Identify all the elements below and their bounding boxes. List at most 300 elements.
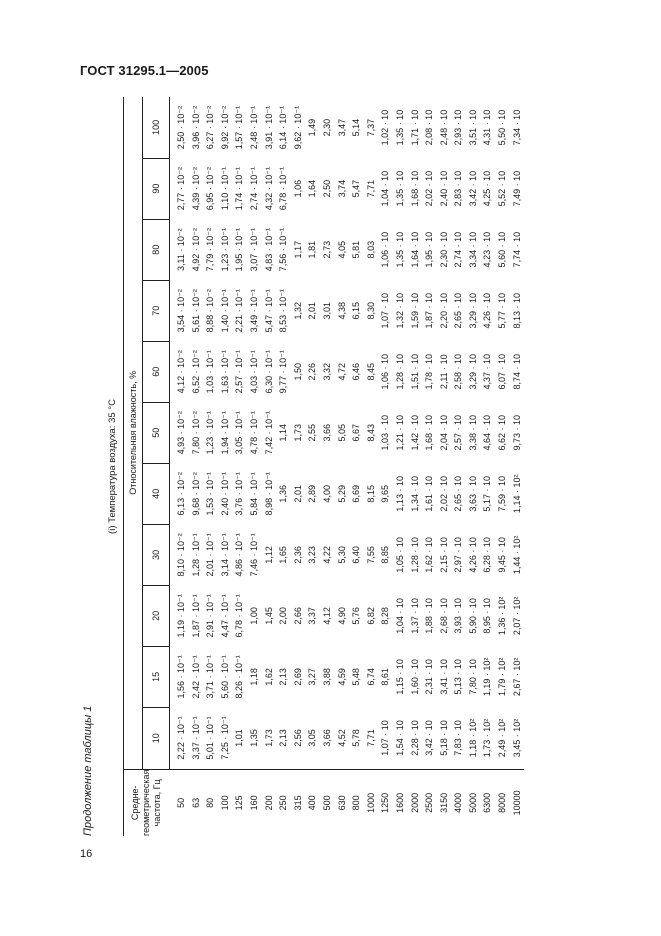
attenuation-cell: 1,95 · 10⁻¹ — [234, 228, 245, 272]
attenuation-cell: 4,25 · 10 — [482, 170, 493, 207]
attenuation-cell: 3,93 · 10 — [453, 598, 464, 634]
humidity-value-header: 10 — [143, 707, 170, 769]
attenuation-cell: 4,83 · 10⁻¹ — [263, 228, 274, 272]
attenuation-cell: 1,01 — [234, 729, 245, 747]
frequency-cell: 10000 — [510, 769, 525, 836]
frequency-cell: 315 — [291, 769, 306, 836]
attenuation-cell: 2,67 · 10² — [511, 657, 522, 697]
attenuation-cell: 6,82 — [365, 607, 376, 625]
attenuation-cell: 1,73 · 10² — [482, 718, 493, 758]
attenuation-cell: 3,29 · 10 — [467, 292, 478, 329]
attenuation-cell: 3,76 · 10⁻¹ — [234, 472, 245, 516]
frequency-cell: 1600 — [393, 769, 408, 836]
attenuation-cell: 1,37 · 10 — [409, 598, 420, 634]
attenuation-cell: 2,42 · 10⁻¹ — [190, 655, 201, 699]
attenuation-cell: 7,79 · 10⁻² — [205, 228, 216, 272]
attenuation-cell: 1,28 · 10 — [409, 537, 420, 573]
frequency-cell: 50 — [170, 769, 189, 836]
table-row — [364, 97, 379, 836]
attenuation-cell: 1,06 — [292, 179, 303, 198]
attenuation-cell: 1,06 · 10 — [380, 231, 391, 268]
attenuation-cell: 1,63 · 10⁻¹ — [219, 350, 230, 394]
attenuation-cell: 3,37 — [307, 607, 318, 625]
attenuation-cell: 6,13 · 10⁻² — [176, 472, 186, 516]
attenuation-cell: 5,47 — [351, 179, 362, 198]
attenuation-cell: 1,28 · 10 — [394, 353, 405, 390]
attenuation-cell: 2,49 · 10² — [497, 718, 508, 758]
table-row — [451, 97, 466, 836]
attenuation-cell: 7,25 · 10⁻¹ — [219, 716, 230, 760]
attenuation-cell: 8,03 — [365, 240, 376, 259]
table-row — [408, 97, 423, 836]
attenuation-cell: 8,43 — [365, 424, 376, 442]
humidity-value-header: 50 — [143, 402, 170, 463]
attenuation-cell: 2,50 — [321, 179, 332, 198]
attenuation-cell: 3,63 · 10 — [467, 476, 478, 512]
humidity-value-header: 30 — [143, 524, 170, 585]
attenuation-cell: 5,50 · 10 — [497, 109, 508, 146]
attenuation-cell: 3,05 · 10⁻¹ — [234, 411, 245, 455]
attenuation-cell: 5,14 — [351, 118, 362, 137]
attenuation-cell: 2,77 · 10⁻² — [176, 167, 186, 211]
frequency-cell: 160 — [247, 769, 262, 836]
attenuation-cell: 2,08 · 10 — [424, 109, 435, 146]
attenuation-cell: 2,69 — [292, 668, 303, 686]
attenuation-cell: 3,47 — [336, 118, 347, 137]
attenuation-cell: 1,34 · 10 — [409, 476, 420, 512]
frequency-cell: 2500 — [422, 769, 437, 836]
document-header: ГОСТ 31295.1—2005 — [80, 63, 209, 78]
attenuation-cell: 4,31 · 10 — [482, 109, 493, 146]
table-row — [335, 97, 350, 836]
frequency-cell: 2000 — [408, 769, 423, 836]
attenuation-cell: 7,56 · 10⁻¹ — [278, 228, 289, 272]
attenuation-cell: 1,05 · 10 — [394, 537, 405, 573]
attenuation-cell: 1,04 · 10 — [394, 598, 405, 634]
table-row — [247, 97, 262, 836]
attenuation-cell: 5,30 — [336, 546, 347, 564]
table-row — [189, 97, 204, 836]
attenuation-cell: 6,30 · 10⁻¹ — [263, 350, 274, 394]
attenuation-cell: 2,56 — [292, 729, 303, 747]
attenuation-cell: 1,19 · 10⁻¹ — [176, 594, 186, 638]
attenuation-cell: 9,62 · 10⁻¹ — [292, 105, 303, 150]
frequency-header-line-2: геометрическая — [141, 769, 152, 836]
attenuation-cell: 1,14 · 10² — [511, 474, 522, 514]
attenuation-cell: 1,35 · 10 — [394, 109, 405, 146]
attenuation-cell: 3,42 · 10 — [467, 170, 478, 207]
frequency-cell: 630 — [335, 769, 350, 836]
frequency-cell: 3150 — [437, 769, 452, 836]
attenuation-cell: 1,44 · 10² — [511, 535, 522, 575]
attenuation-cell: 4,22 — [321, 546, 332, 564]
frequency-cell: 1250 — [378, 769, 393, 836]
attenuation-cell: 4,05 — [336, 240, 347, 259]
attenuation-cell: 3,23 — [307, 546, 318, 564]
attenuation-cell: 7,80 · 10 — [467, 659, 478, 695]
attenuation-cell: 2,83 · 10 — [453, 170, 464, 207]
attenuation-cell: 3,05 — [307, 729, 318, 747]
frequency-header-line-3: частота, Гц — [152, 779, 163, 827]
attenuation-cell: 1,62 — [263, 668, 274, 686]
attenuation-cell: 1,15 · 10 — [394, 659, 405, 695]
attenuation-cell: 3,41 · 10 — [438, 659, 449, 695]
attenuation-cell: 5,13 · 10 — [453, 659, 464, 695]
humidity-value-header: 20 — [143, 585, 170, 646]
attenuation-cell: 2,93 · 10 — [453, 109, 464, 146]
attenuation-cell: 1,18 · 10² — [467, 718, 478, 758]
attenuation-cell: 4,12 — [321, 607, 332, 625]
frequency-cell: 125 — [232, 769, 247, 836]
frequency-cell: 1000 — [364, 769, 379, 836]
attenuation-cell: 1,14 — [278, 424, 289, 442]
attenuation-cell: 3,51 · 10 — [467, 109, 478, 146]
attenuation-cell: 6,69 — [351, 485, 362, 503]
attenuation-cell: 4,72 — [336, 362, 347, 381]
table-row — [480, 97, 495, 836]
attenuation-cell: 2,21 · 10⁻¹ — [234, 289, 245, 333]
attenuation-cell: 2,15 · 10 — [438, 537, 449, 573]
attenuation-cell: 3,71 · 10⁻¹ — [205, 655, 216, 699]
attenuation-table — [101, 97, 524, 836]
attenuation-cell: 1,18 — [248, 668, 259, 686]
attenuation-cell: 2,01 · 10⁻¹ — [205, 533, 216, 577]
rotated-table-area — [79, 97, 559, 836]
continuation-label: Продолжение таблицы 1 — [82, 705, 94, 836]
attenuation-cell: 3,38 · 10 — [467, 415, 478, 451]
attenuation-cell: 1,19 · 10² — [482, 657, 493, 697]
attenuation-cell: 2,22 · 10⁻¹ — [176, 716, 186, 760]
humidity-value-header: 100 — [143, 97, 170, 158]
attenuation-cell: 1,36 · 10² — [497, 596, 508, 636]
table-row — [437, 97, 452, 836]
attenuation-cell: 6,52 · 10⁻² — [190, 350, 201, 394]
attenuation-cell: 2,02 · 10 — [438, 476, 449, 512]
attenuation-cell: 2,55 — [307, 424, 318, 442]
attenuation-cell: 4,26 · 10 — [482, 292, 493, 329]
attenuation-cell: 3,88 — [321, 668, 332, 686]
frequency-cell: 5000 — [466, 769, 481, 836]
attenuation-cell: 2,04 · 10 — [438, 415, 449, 451]
attenuation-cell: 3,96 · 10⁻² — [190, 105, 201, 150]
attenuation-cell: 7,83 · 10 — [453, 720, 464, 756]
attenuation-cell: 8,61 — [380, 668, 391, 686]
attenuation-cell: 2,65 · 10 — [453, 292, 464, 329]
attenuation-cell: 4,38 — [336, 301, 347, 320]
attenuation-cell: 3,74 — [336, 179, 347, 198]
attenuation-cell: 3,49 · 10⁻¹ — [248, 289, 259, 333]
attenuation-cell: 2,40 · 10 — [438, 170, 449, 207]
attenuation-cell: 1,73 — [292, 424, 303, 442]
humidity-value-header: 40 — [143, 463, 170, 524]
attenuation-cell: 4,37 · 10 — [482, 353, 493, 390]
header-row-top — [124, 97, 143, 836]
attenuation-cell: 3,27 — [307, 668, 318, 686]
frequency-cell: 500 — [320, 769, 335, 836]
table-row — [305, 97, 320, 836]
attenuation-cell: 1,21 · 10 — [394, 415, 405, 451]
attenuation-cell: 1,03 · 10⁻¹ — [205, 350, 216, 394]
attenuation-cell: 5,90 · 10 — [467, 598, 478, 634]
attenuation-cell: 1,78 · 10 — [424, 353, 435, 390]
attenuation-cell: 8,85 — [380, 546, 391, 564]
attenuation-cell: 1,23 · 10⁻¹ — [219, 228, 230, 272]
attenuation-cell: 1,12 — [263, 546, 274, 564]
attenuation-cell: 2,13 — [278, 668, 289, 686]
humidity-value-header: 90 — [143, 158, 170, 219]
attenuation-cell: 1,68 · 10 — [424, 415, 435, 451]
attenuation-cell: 8,53 · 10⁻¹ — [278, 289, 289, 333]
attenuation-cell: 6,07 · 10 — [497, 353, 508, 390]
attenuation-cell: 6,46 — [351, 362, 362, 381]
attenuation-cell: 1,62 · 10 — [424, 537, 435, 573]
attenuation-cell: 3,42 · 10 — [424, 720, 435, 756]
attenuation-cell: 1,28 · 10⁻¹ — [190, 533, 201, 577]
attenuation-cell: 5,29 — [336, 485, 347, 503]
attenuation-cell: 9,45 · 10 — [497, 537, 508, 573]
attenuation-cell: 1,54 · 10 — [394, 720, 405, 756]
attenuation-cell: 9,92 · 10⁻² — [219, 105, 230, 150]
attenuation-cell: 4,47 · 10⁻¹ — [219, 594, 230, 638]
attenuation-cell: 2,48 · 10 — [438, 109, 449, 146]
attenuation-cell: 1,35 — [248, 729, 259, 747]
attenuation-cell: 2,50 · 10⁻² — [176, 105, 186, 150]
frequency-cell: 800 — [349, 769, 364, 836]
attenuation-cell: 6,27 · 10⁻² — [205, 105, 216, 150]
attenuation-cell: 9,68 · 10⁻² — [190, 472, 201, 516]
attenuation-cell: 5,17 · 10 — [482, 476, 493, 512]
attenuation-cell: 2,26 — [307, 362, 318, 381]
attenuation-cell: 1,49 — [307, 118, 318, 137]
attenuation-cell: 1,35 · 10 — [394, 231, 405, 268]
attenuation-cell: 3,14 · 10⁻¹ — [219, 533, 230, 577]
attenuation-cell: 8,26 · 10⁻¹ — [234, 655, 245, 699]
attenuation-cell: 1,06 · 10 — [380, 353, 391, 390]
attenuation-cell: 5,01 · 10⁻¹ — [205, 716, 216, 760]
attenuation-cell: 4,39 · 10⁻² — [190, 167, 201, 211]
attenuation-cell: 1,87 · 10 — [424, 292, 435, 329]
attenuation-cell: 8,95 · 10 — [482, 598, 493, 634]
attenuation-cell: 2,30 · 10 — [438, 231, 449, 268]
attenuation-cell: 2,13 — [278, 729, 289, 747]
frequency-cell: 63 — [189, 769, 204, 836]
attenuation-cell: 9,77 · 10⁻¹ — [278, 350, 289, 394]
humidity-value-header: 70 — [143, 280, 170, 341]
attenuation-cell: 3,34 · 10 — [467, 231, 478, 268]
attenuation-cell: 4,32 · 10⁻¹ — [263, 167, 274, 211]
attenuation-cell: 6,15 — [351, 301, 362, 320]
attenuation-cell: 8,10 · 10⁻² — [176, 533, 186, 577]
attenuation-cell: 1,74 · 10⁻¹ — [234, 167, 245, 211]
attenuation-cell: 2,07 · 10² — [511, 596, 522, 636]
attenuation-cell: 4,00 — [321, 485, 332, 503]
attenuation-cell: 1,79 · 10² — [497, 657, 508, 697]
attenuation-cell: 7,55 — [365, 546, 376, 564]
attenuation-cell: 3,54 · 10⁻² — [176, 289, 186, 333]
attenuation-cell: 7,71 — [365, 729, 376, 747]
attenuation-cell: 1,07 · 10 — [380, 292, 391, 329]
attenuation-cell: 5,77 · 10 — [497, 292, 508, 329]
attenuation-cell: 8,88 · 10⁻² — [205, 289, 216, 333]
attenuation-cell: 1,10 · 10⁻¹ — [219, 167, 230, 211]
attenuation-cell: 1,71 · 10 — [409, 109, 420, 146]
attenuation-cell: 6,78 · 10⁻¹ — [278, 167, 289, 211]
attenuation-cell: 1,56 · 10⁻¹ — [176, 655, 186, 699]
attenuation-cell: 1,61 · 10 — [424, 476, 435, 512]
table-title-row — [101, 97, 124, 836]
attenuation-cell: 2,02 · 10 — [424, 170, 435, 207]
attenuation-cell: 7,71 — [365, 179, 376, 198]
attenuation-cell: 2,57 · 10⁻¹ — [234, 350, 245, 394]
humidity-value-header: 80 — [143, 219, 170, 280]
attenuation-cell: 1,94 · 10⁻¹ — [219, 411, 230, 455]
attenuation-cell: 4,59 — [336, 668, 347, 686]
table-row — [203, 97, 218, 836]
attenuation-cell: 7,34 · 10 — [511, 109, 522, 146]
table-row — [466, 97, 481, 836]
attenuation-cell: 6,95 · 10⁻² — [205, 167, 216, 211]
table-row — [510, 97, 525, 836]
frequency-cell: 4000 — [451, 769, 466, 836]
table-row — [291, 97, 306, 836]
attenuation-cell: 1,32 · 10 — [394, 292, 405, 329]
attenuation-cell: 3,29 · 10 — [467, 353, 478, 390]
attenuation-cell: 1,65 — [278, 546, 289, 564]
attenuation-cell: 5,76 — [351, 607, 362, 625]
frequency-column-header — [124, 769, 170, 836]
attenuation-cell: 2,20 · 10 — [438, 292, 449, 329]
attenuation-cell: 1,02 · 10 — [380, 109, 391, 146]
attenuation-cell: 1,36 — [278, 485, 289, 503]
attenuation-cell: 4,52 — [336, 729, 347, 747]
attenuation-cell: 1,60 · 10 — [409, 659, 420, 695]
attenuation-cell: 1,59 · 10 — [409, 292, 420, 329]
frequency-cell: 80 — [203, 769, 218, 836]
table-row — [378, 97, 393, 836]
attenuation-cell: 4,92 · 10⁻² — [190, 228, 201, 272]
frequency-cell: 200 — [262, 769, 277, 836]
attenuation-cell: 1,50 — [292, 362, 303, 381]
attenuation-cell: 2,00 — [278, 607, 289, 625]
attenuation-cell: 2,30 — [321, 118, 332, 137]
attenuation-cell: 6,78 · 10⁻¹ — [234, 594, 245, 638]
attenuation-cell: 1,23 · 10⁻¹ — [205, 411, 216, 455]
attenuation-cell: 4,26 · 10 — [467, 537, 478, 573]
attenuation-cell: 5,60 · 10 — [497, 231, 508, 268]
table-row — [349, 97, 364, 836]
attenuation-cell: 2,73 — [321, 240, 332, 259]
attenuation-cell: 8,74 · 10 — [511, 353, 522, 390]
attenuation-cell: 1,73 — [263, 729, 274, 747]
attenuation-cell: 5,84 · 10⁻¹ — [248, 472, 259, 516]
attenuation-cell: 3,45 · 10² — [511, 718, 522, 758]
attenuation-cell: 5,05 — [336, 424, 347, 442]
frequency-cell: 250 — [276, 769, 291, 836]
attenuation-cell: 1,42 · 10 — [409, 415, 420, 451]
attenuation-cell: 3,66 — [321, 729, 332, 747]
attenuation-cell: 2,65 · 10 — [453, 476, 464, 512]
humidity-value-header: 60 — [143, 341, 170, 402]
table-row — [232, 97, 247, 836]
attenuation-cell: 4,64 · 10 — [482, 415, 493, 451]
attenuation-cell: 1,07 · 10 — [380, 720, 391, 756]
humidity-value-header: 15 — [143, 646, 170, 707]
attenuation-cell: 2,01 — [307, 301, 318, 320]
attenuation-cell: 2,74 · 10 — [453, 231, 464, 268]
attenuation-cell: 1,95 · 10 — [424, 231, 435, 268]
attenuation-cell: 4,90 — [336, 607, 347, 625]
attenuation-cell: 2,68 · 10 — [438, 598, 449, 634]
table-title: (i) Температура воздуха: 35 °C — [101, 97, 124, 836]
attenuation-cell: 1,87 · 10⁻¹ — [190, 594, 201, 638]
attenuation-cell: 7,74 · 10 — [511, 231, 522, 268]
table-row — [276, 97, 291, 836]
attenuation-cell: 1,45 — [263, 607, 274, 625]
attenuation-cell: 2,58 · 10 — [453, 353, 464, 390]
attenuation-cell: 3,01 — [321, 301, 332, 320]
attenuation-cell: 4,03 · 10⁻¹ — [248, 350, 259, 394]
table-row — [218, 97, 233, 836]
attenuation-cell: 3,37 · 10⁻¹ — [190, 716, 201, 760]
table-row — [262, 97, 277, 836]
attenuation-cell: 8,13 · 10 — [511, 292, 522, 329]
attenuation-cell: 1,81 — [307, 240, 318, 259]
attenuation-cell: 1,57 · 10⁻¹ — [234, 105, 245, 150]
attenuation-cell: 1,68 · 10 — [409, 170, 420, 207]
attenuation-cell: 5,47 · 10⁻¹ — [263, 289, 274, 333]
attenuation-cell: 2,97 · 10 — [453, 537, 464, 573]
attenuation-cell: 8,15 — [365, 485, 376, 503]
attenuation-cell: 3,91 · 10⁻¹ — [263, 105, 274, 150]
attenuation-cell: 5,78 — [351, 729, 362, 747]
attenuation-cell: 1,17 — [292, 240, 303, 259]
attenuation-cell: 3,32 — [321, 362, 332, 381]
table-body — [101, 97, 524, 836]
attenuation-cell: 5,60 · 10⁻¹ — [219, 655, 230, 699]
attenuation-cell: 6,40 — [351, 546, 362, 564]
frequency-header-line-1: Средне- — [130, 785, 141, 821]
attenuation-cell: 1,88 · 10 — [424, 598, 435, 634]
attenuation-cell: 9,73 · 10 — [511, 415, 522, 451]
attenuation-cell: 2,89 — [307, 485, 318, 503]
attenuation-cell: 2,74 · 10⁻¹ — [248, 167, 259, 211]
attenuation-cell: 2,57 · 10 — [453, 415, 464, 451]
attenuation-cell: 2,66 — [292, 607, 303, 625]
attenuation-cell: 7,37 — [365, 118, 376, 137]
attenuation-cell: 8,98 · 10⁻¹ — [263, 472, 274, 516]
attenuation-cell: 1,13 · 10 — [394, 476, 405, 512]
rotated-content — [79, 97, 559, 836]
attenuation-cell: 1,00 — [248, 607, 259, 625]
attenuation-cell: 6,74 — [365, 668, 376, 686]
table-row — [170, 97, 189, 836]
attenuation-cell: 6,28 · 10 — [482, 537, 493, 573]
attenuation-cell: 2,28 · 10 — [409, 720, 420, 756]
attenuation-cell: 5,81 — [351, 240, 362, 259]
page-number: 16 — [80, 848, 93, 860]
attenuation-cell: 4,23 · 10 — [482, 231, 493, 268]
attenuation-cell: 7,80 · 10⁻² — [190, 411, 201, 455]
attenuation-cell: 8,45 — [365, 362, 376, 381]
attenuation-cell: 6,62 · 10 — [497, 415, 508, 451]
attenuation-cell: 2,48 · 10⁻¹ — [248, 105, 259, 150]
attenuation-cell: 5,52 · 10 — [497, 170, 508, 207]
attenuation-cell: 8,30 — [365, 301, 376, 320]
attenuation-cell: 4,78 · 10⁻¹ — [248, 411, 259, 455]
attenuation-cell: 3,66 — [321, 424, 332, 442]
attenuation-cell: 2,91 · 10⁻¹ — [205, 594, 216, 638]
attenuation-cell: 6,67 — [351, 424, 362, 442]
